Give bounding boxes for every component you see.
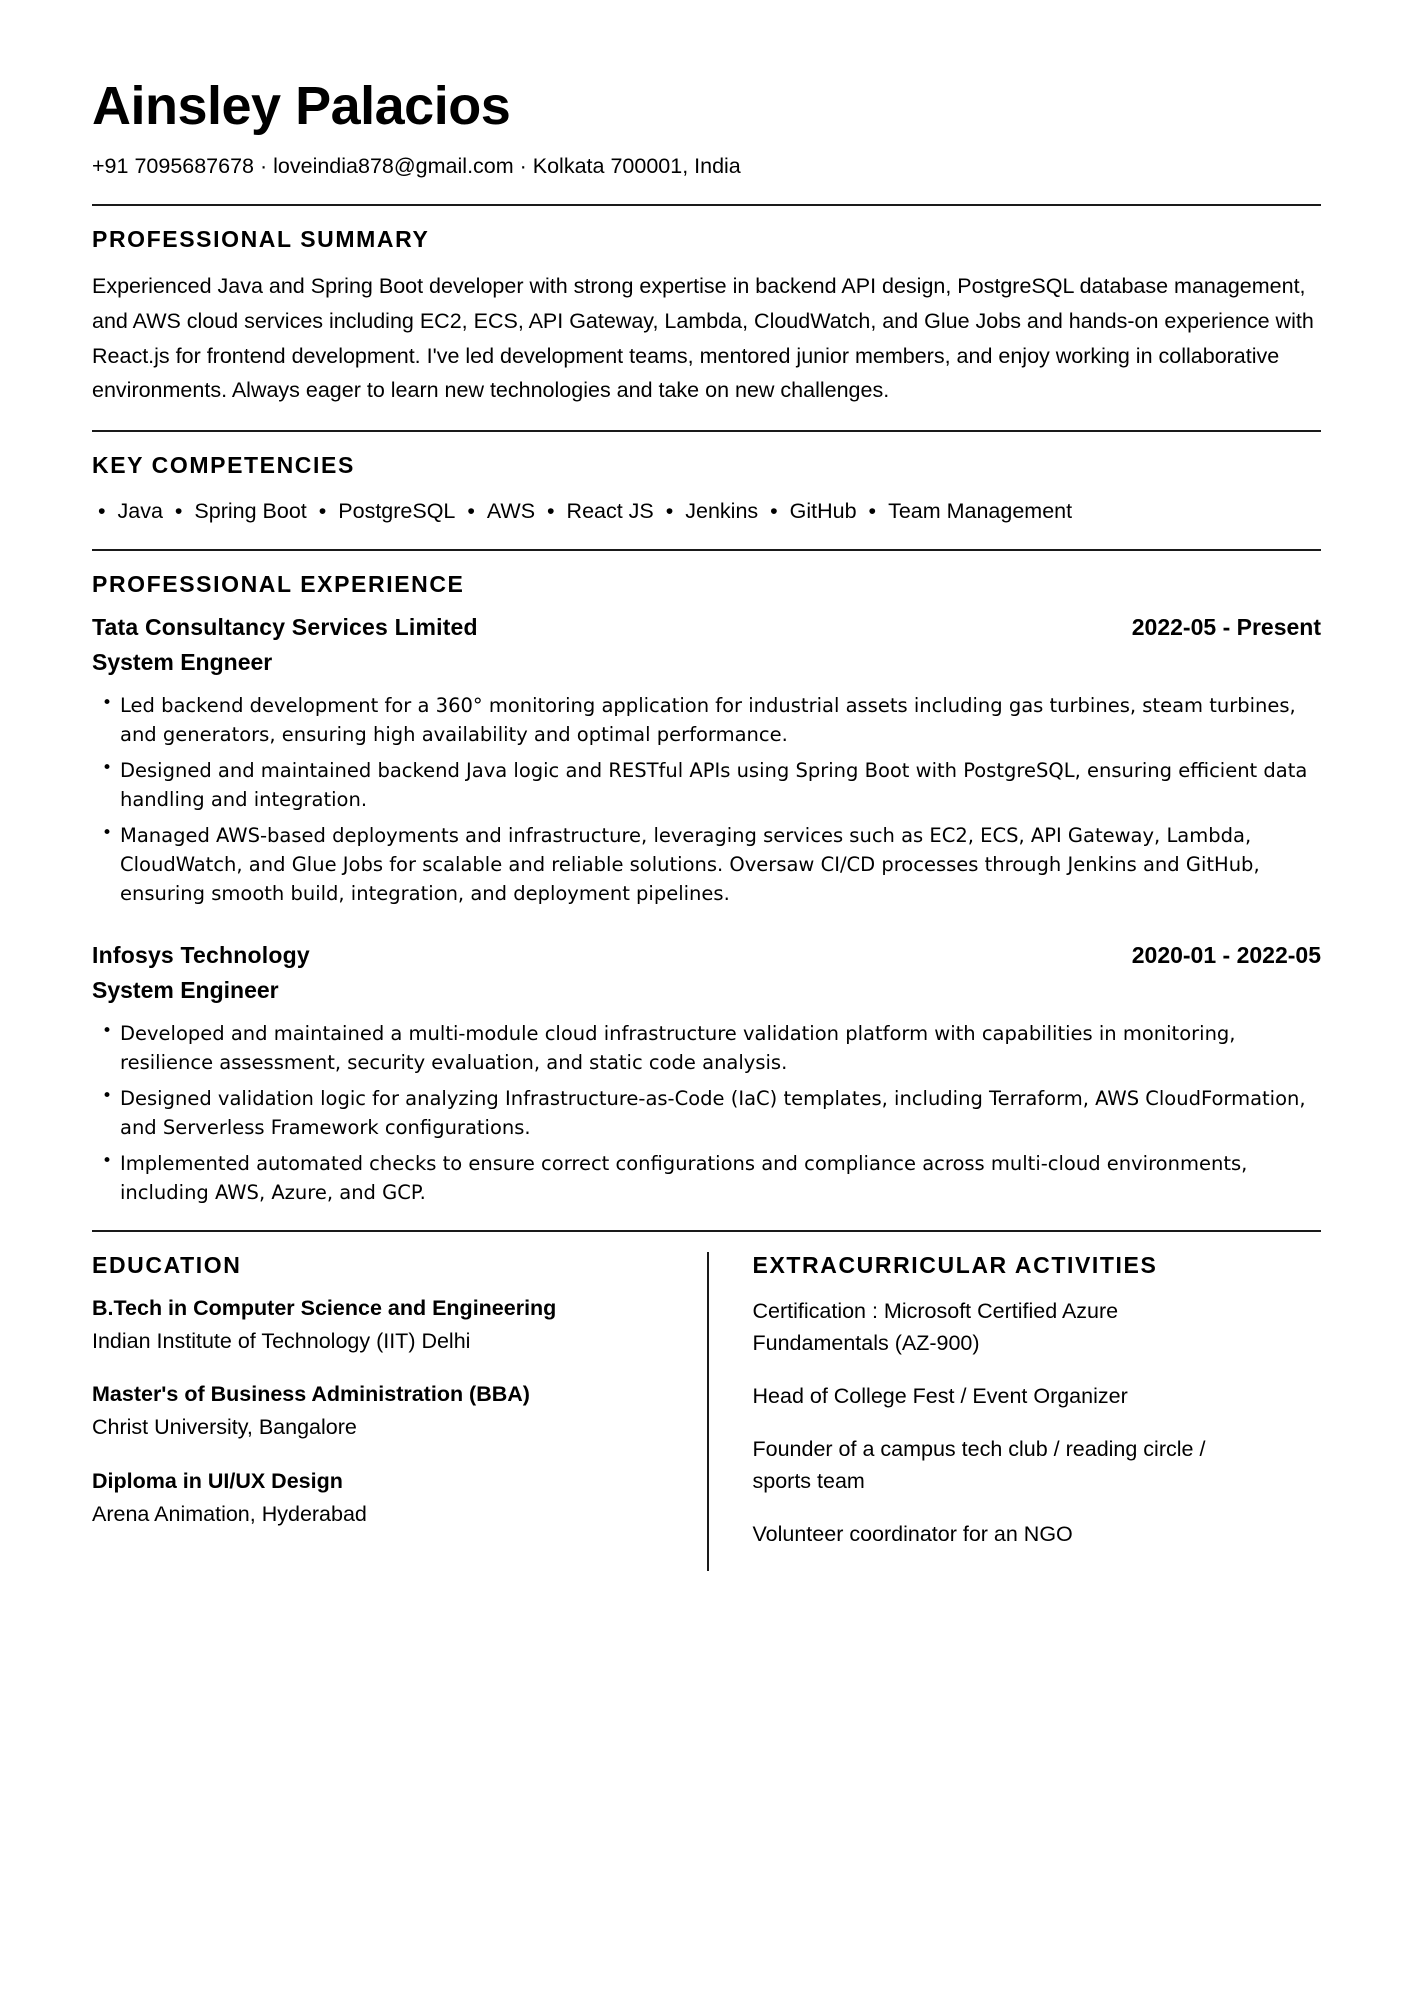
job-bullet: • Developed and maintained a multi-module cloud infrastructure validation platform with capabilities in monitoring, resilience assessment, security evaluation, and static code analysis.	[92, 1020, 1321, 1078]
job-bullet-list	[92, 692, 1321, 908]
job-dates: 2022-05 - Present	[1131, 614, 1321, 641]
job-bullet: • Implemented automated checks to ensure correct configurations and compliance across multi-cloud environments, including AWS, Azure, and GCP.	[92, 1150, 1321, 1208]
competency-bullet-icon: •	[98, 499, 112, 524]
extracurricular-list	[753, 1295, 1322, 1551]
competency-bullet-icon: •	[862, 499, 883, 524]
professional-summary-section	[92, 206, 1321, 408]
job-bullet: • Led backend development for a 360° monitoring application for industrial assets including gas turbines, steam turbines, and generators, ensuring high availability and optimal performance.	[92, 692, 1321, 750]
job-bullet-list	[92, 1020, 1321, 1207]
bottom-columns	[92, 1252, 1321, 1571]
competency-item: Spring Boot	[194, 499, 307, 524]
summary-text: Experienced Java and Spring Boot developer with strong expertise in backend API design, PostgreSQL database management, and AWS cloud services including EC2, ECS, API Gateway, Lambda, CloudWatch, and Glue Jobs and hands-on experience with React.js for frontend development. I've led development teams, mentored junior members, and enjoy working in collaborative environments. Always eager to learn new technologies and take on new challenges.	[92, 273, 1314, 403]
education-list	[92, 1295, 673, 1530]
education-school: Christ University, Bangalore	[92, 1415, 357, 1440]
job-entry	[92, 942, 1321, 1207]
job-role: System Engineer	[92, 977, 279, 1004]
job-bullet: • Designed and maintained backend Java logic and RESTful APIs using Spring Boot with PostgreSQL, ensuring efficient data handling and integration.	[92, 757, 1321, 815]
education-degree: Diploma in UI/UX Design	[92, 1469, 343, 1494]
section-title-extracurricular: EXTRACURRICULAR ACTIVITIES	[752, 1251, 1158, 1278]
job-bullet: • Managed AWS-based deployments and infrastructure, leveraging services such as EC2, ECS, API Gateway, Lambda, CloudWatch, and Glue Jobs for scalable and reliable solutions. Oversaw CI/CD processes through Jenkins and GitHub, ensuring smooth build, integration, and deployment pipelines.	[92, 822, 1321, 909]
section-title-experience: PROFESSIONAL EXPERIENCE	[92, 571, 465, 598]
job-entry	[92, 614, 1321, 908]
competency-bullet-icon: •	[168, 499, 189, 524]
section-title-education: EDUCATION	[92, 1251, 242, 1278]
education-item	[92, 1295, 673, 1356]
job-dates: 2020-01 - 2022-05	[1131, 942, 1321, 969]
competency-item: Jenkins	[685, 499, 759, 524]
education-degree: Master's of Business Administration (BBA)	[92, 1382, 530, 1407]
education-degree: B.Tech in Computer Science and Engineering	[92, 1295, 557, 1320]
competency-item: React JS	[566, 499, 654, 524]
jobs-container	[92, 614, 1321, 1207]
competencies-list	[92, 495, 1321, 527]
extracurricular-item: Certification : Microsoft Certified Azure Fundamentals (AZ-900)	[752, 1298, 1119, 1356]
job-bullet: • Designed validation logic for analyzing Infrastructure-as-Code (IaC) templates, including Terraform, AWS CloudFormation, and Serverless Framework configurations.	[92, 1085, 1321, 1143]
competency-item: Java	[117, 499, 163, 524]
competency-item: GitHub	[789, 499, 857, 524]
competency-item: PostgreSQL	[338, 499, 456, 524]
competency-item: Team Management	[888, 499, 1073, 524]
extracurricular-item: Head of College Fest / Event Organizer	[752, 1383, 1128, 1408]
job-role: System Engneer	[92, 649, 273, 676]
extracurricular-item: Volunteer coordinator for an NGO	[752, 1521, 1073, 1546]
job-header	[92, 942, 1321, 969]
job-company: Infosys Technology	[92, 942, 310, 969]
education-item	[92, 1468, 673, 1529]
section-title-competencies: KEY COMPETENCIES	[92, 452, 355, 479]
extracurricular-section	[707, 1252, 1322, 1571]
section-title-summary: PROFESSIONAL SUMMARY	[92, 225, 430, 252]
job-header	[92, 614, 1321, 641]
competency-item: AWS	[486, 499, 536, 524]
education-item	[92, 1381, 673, 1442]
competency-bullet-icon: •	[659, 499, 680, 524]
extracurricular-item: Founder of a campus tech club / reading circle / sports team	[752, 1436, 1206, 1494]
key-competencies-section	[92, 432, 1321, 527]
section-divider	[92, 1230, 1321, 1232]
competency-bullet-icon: •	[764, 499, 784, 524]
competency-bullet-icon: •	[312, 499, 333, 524]
education-school: Arena Animation, Hyderabad	[92, 1502, 367, 1527]
competency-bullet-icon: •	[461, 499, 481, 524]
candidate-name: Ainsley Palacios	[92, 76, 511, 136]
job-company: Tata Consultancy Services Limited	[92, 614, 478, 641]
education-school: Indian Institute of Technology (IIT) Delhi	[92, 1328, 471, 1353]
education-section	[92, 1252, 707, 1571]
competency-bullet-icon: •	[541, 499, 561, 524]
professional-experience-section	[92, 551, 1321, 1207]
contact-line: +91 7095687678 · loveindia878@gmail.com · Kolkata 700001, India	[92, 153, 741, 178]
